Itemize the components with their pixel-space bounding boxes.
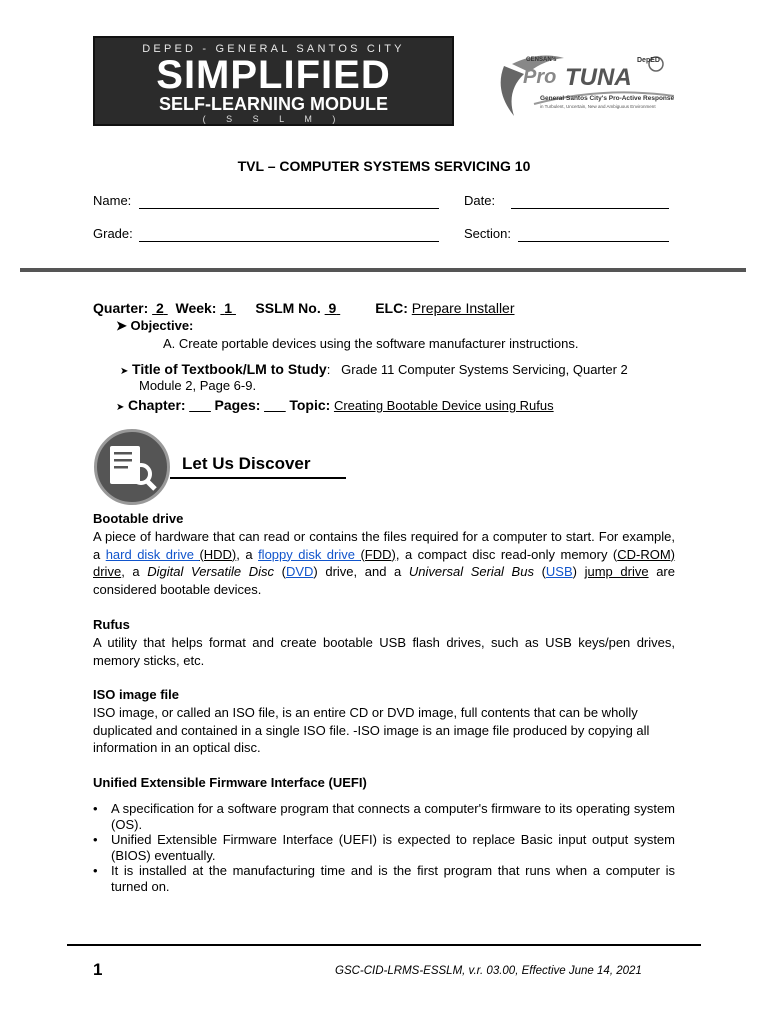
iso-text: ISO image, or called an ISO file, is an entire CD or DVD image, full contents that can be wholly duplicated and contained in a single ISO file. -ISO image is an image file produced by copying all information in an optical disc. bbox=[93, 705, 650, 755]
quarter-value: 2 bbox=[156, 300, 164, 316]
logo-subtagline: in Turbulent, Uncertain, New and Ambiguous Environment bbox=[540, 104, 656, 109]
header-divider bbox=[20, 268, 746, 272]
discover-underline bbox=[170, 477, 346, 479]
elc-value: Prepare Installer bbox=[411, 300, 515, 316]
list-item: • A specification for a software program that connects a computer's firmware to its operating system (OS). bbox=[93, 801, 675, 832]
rufus-heading: Rufus bbox=[93, 617, 130, 632]
dvd-link[interactable]: DVD bbox=[285, 564, 314, 579]
elc-label: ELC: bbox=[375, 300, 408, 316]
chapter-label: Chapter: bbox=[128, 397, 186, 413]
date-field[interactable] bbox=[511, 208, 669, 209]
uefi-heading: Unified Extensible Firmware Interface (UEFI) bbox=[93, 775, 367, 790]
logo-tuna-text: TUNA bbox=[565, 64, 632, 91]
topic-value: Creating Bootable Device using Rufus bbox=[333, 398, 554, 413]
page-number: 1 bbox=[93, 960, 103, 979]
grade-field[interactable] bbox=[139, 241, 439, 242]
arrow-bullet-icon: ➤ bbox=[120, 366, 129, 377]
bootable-heading: Bootable drive bbox=[93, 511, 184, 526]
section-label: Section: bbox=[464, 226, 511, 241]
logo-tagline: General Santos City's Pro-Active Response bbox=[540, 95, 675, 102]
banner-line4: ( S S L M ) bbox=[202, 114, 345, 124]
arrow-bullet-icon: ➤ bbox=[116, 318, 127, 333]
objective-heading: ➤ Objective: bbox=[116, 318, 194, 333]
fdd-link[interactable]: floppy disk drive bbox=[258, 546, 361, 562]
meta-row bbox=[93, 300, 515, 316]
hdd-link[interactable]: hard disk drive bbox=[105, 546, 200, 562]
list-item: • Unified Extensible Firmware Interface (UEFI) is expected to replace Basic input output system (BIOS) eventually. bbox=[93, 832, 675, 863]
rufus-text: A utility that helps format and create bootable USB flash drives, such as USB keys/pen drives, memory sticks, etc. bbox=[93, 635, 675, 668]
discover-title: Let Us Discover bbox=[182, 454, 311, 473]
document-title: TVL – COMPUTER SYSTEMS SERVICING 10 bbox=[237, 158, 531, 174]
week-label: Week: bbox=[175, 300, 217, 316]
objective-a: A. Create portable devices using the software manufacturer instructions. bbox=[163, 336, 579, 351]
week-value: 1 bbox=[224, 300, 233, 316]
banner-line2: SIMPLIFIED bbox=[156, 53, 391, 97]
banner-line1: DEPED - GENERAL SANTOS CITY bbox=[142, 43, 405, 55]
name-label: Name: bbox=[93, 193, 132, 208]
grade-label: Grade: bbox=[93, 226, 133, 241]
textbook-line1: Grade 11 Computer Systems Servicing, Quarter 2 bbox=[341, 362, 628, 377]
bootable-text: A piece of hardware that can read or contains the files required for a computer to start. For example, a hard disk drive (HDD), a floppy disk drive (FDD), a compact disc read-only memory (CD-ROM) drive, a Digital Versatile Disc (DVD) drive, and a Universal Serial Bus (USB) jump drive are considered bootable devices. bbox=[93, 529, 676, 597]
textbook-line2: Module 2, Page 6-9. bbox=[139, 378, 257, 393]
book-magnifier-icon bbox=[97, 432, 167, 502]
textbook-label: Title of Textbook/LM to Study bbox=[132, 361, 327, 377]
discover-badge bbox=[94, 429, 170, 505]
logo-gensan-text: GENSAN's bbox=[526, 57, 557, 63]
sslm-banner bbox=[93, 36, 454, 126]
logo-pro-text: Pro bbox=[523, 66, 557, 88]
topic-label: Topic: bbox=[289, 397, 331, 413]
sslm-value: 9 bbox=[328, 300, 337, 316]
logo-deped-text: DepED bbox=[637, 57, 660, 64]
sslm-label: SSLM No. bbox=[255, 300, 321, 316]
banner-line3: SELF-LEARNING MODULE bbox=[159, 94, 388, 114]
usb-link[interactable]: USB bbox=[545, 564, 573, 579]
pages-label: Pages: bbox=[214, 397, 261, 413]
textbook-block: ➤ Title of Textbook/LM to Study: Grade 11 Computer Systems Servicing, Quarter 2 bbox=[120, 361, 628, 377]
section-field[interactable] bbox=[518, 241, 669, 242]
date-label: Date: bbox=[464, 193, 496, 208]
footer-code: GSC-CID-LRMS-ESSLM, v.r. 03.00, Effective June 14, 2021 bbox=[335, 965, 642, 977]
list-item: • It is installed at the manufacturing time and is the first program that runs when a computer is turned on. bbox=[93, 863, 675, 894]
name-field[interactable] bbox=[139, 208, 439, 209]
arrow-bullet-icon: ➤ bbox=[116, 402, 125, 413]
iso-heading: ISO image file bbox=[93, 687, 179, 702]
quarter-label: Quarter: bbox=[93, 300, 149, 316]
footer-divider bbox=[67, 944, 701, 946]
uefi-list bbox=[93, 801, 675, 894]
chapter-row bbox=[116, 397, 554, 413]
